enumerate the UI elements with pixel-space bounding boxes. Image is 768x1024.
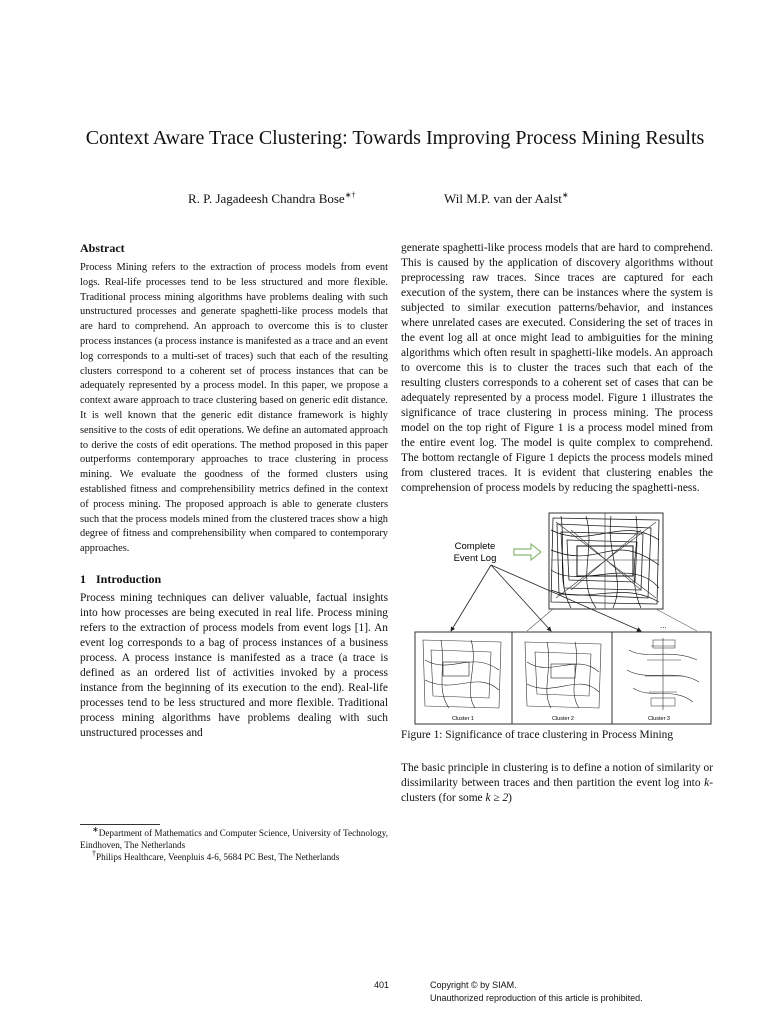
footnote-2 (80, 848, 388, 863)
text-run: ) (508, 792, 512, 804)
page-number: 401 (374, 980, 390, 990)
cluster-1-model (423, 640, 501, 708)
math-k: k (704, 777, 710, 789)
cluster-2-model (525, 642, 601, 708)
author-affiliation-marks: ∗ (561, 190, 569, 200)
author-affiliation-marks: ∗† (344, 190, 356, 200)
copyright-notice (430, 979, 643, 1005)
footnote-1 (80, 824, 388, 851)
section-heading (80, 572, 388, 587)
section-number: 1 (80, 571, 86, 586)
figure-1 (401, 510, 713, 728)
right-column (401, 241, 713, 806)
section-title: Introduction (96, 571, 162, 586)
figure-caption: Figure 1: Significance of trace clustering in Process Mining (401, 729, 674, 741)
clustering-paragraph (401, 761, 713, 806)
introduction-section (80, 572, 388, 741)
footnote-mark: † (92, 848, 96, 858)
figure-1-diagram (401, 510, 713, 728)
abstract-section (80, 241, 388, 557)
footnote-text: Department of Mathematics and Computer Science, University of Technology, Eindhoven, The Netherlands (80, 828, 388, 850)
author-name: Wil M.P. van der Aalst (444, 191, 562, 206)
text-run: The basic principle in clustering is to define a notion of similarity or dissimilarity between traces and then partition the event log into (401, 762, 713, 789)
spaghetti-model (549, 513, 663, 609)
hollow-arrow-icon (514, 544, 541, 560)
footnotes (80, 824, 388, 863)
cluster-1-label: Cluster 1 (451, 716, 475, 722)
cluster-2-label: Cluster 2 (551, 716, 575, 722)
figure-label-line1: Complete (454, 541, 496, 552)
abstract-heading: Abstract (80, 241, 125, 255)
footnote-mark: ∗ (92, 824, 99, 834)
figure-ellipsis: ... (660, 621, 667, 630)
footnote-text: Philips Healthcare, Veenpluis 4-6, 5684 PC Best, The Netherlands (96, 852, 340, 862)
paper-title: Context Aware Trace Clustering: Towards Improving Process Mining Results (85, 127, 705, 149)
author-bose (188, 191, 355, 207)
cluster-3-model (627, 638, 699, 710)
copyright-line: Copyright © by SIAM. (430, 980, 517, 990)
cluster-3-label: Cluster 3 (647, 716, 671, 722)
abstract-text: Process Mining refers to the extraction of process models from event logs. Real-life processes tend to be less structured and more flexible. Traditional process mining algorithms have problems dealing with such unstructured processes and generate spaghetti-like process models that are hard to comprehend. An approach to overcome this is to cluster process instances (a process instance is manifested as a trace and an event log corresponds to a multi-set of traces) such that each of the resulting clusters correspond to a coherent set of process instances that can be adequately represented by a process model. In this paper, we propose a context aware approach to trace clustering based on generic edit distance. It is well known that the generic edit distance framework is highly sensitive to the costs of edit operations. We define an automated approach to derive the costs of edit operations. The method proposed in this paper outperforms contemporary approaches to trace clustering in process mining. We evaluate the goodness of the formed clusters using established fitness and comprehensibility metrics defined in the context of process mining. The proposed approach is able to generate clusters such that the process models mined from the clustered traces show a high degree of fitness and comprehensibility when compared to contemporary approaches. (80, 262, 388, 555)
left-column (80, 241, 388, 741)
figure-label-line2: Event Log (453, 553, 497, 564)
author-aalst (444, 191, 569, 207)
author-name: R. P. Jagadeesh Chandra Bose (188, 191, 345, 206)
paragraph-continued: generate spaghetti-like process models that are hard to comprehend. This is caused by the application of discovery algorithms without preprocessing raw traces. Since traces are captured for each execution of the system, there can be instances where the system is subjected to similar execution patterns/behavior, and instances where unrelated cases are executed. Considering the set of traces in the event log all at once might lead to ambiguities for the mining algorithms which often result in spaghetti-like models. An approach to overcome this is to cluster the traces such that each of the resulting clusters corresponds to a coherent set of cases that can be adequately represented by a process model. Figure 1 illustrates the significance of trace clustering in process mining. The process model on the top right of Figure 1 is a process model mined from the entire event log. The model is quite complex to comprehend. The bottom rectangle of Figure 1 depicts the process models mined from clustered traces. It is evident that clustering enables the comprehension of process models by reducing the spaghetti-ness. (401, 242, 713, 494)
reproduction-notice: Unauthorized reproduction of this article is prohibited. (430, 993, 643, 1003)
text-run: -clusters (for some (401, 777, 713, 804)
math-condition: k ≥ 2 (485, 792, 509, 804)
introduction-text: Process mining techniques can deliver valuable, factual insights into how processes are being executed in real life. Process mining refers to the extraction of process models from event logs [1]. An event log corresponds to a bag of process instances of a business process. A process instance is manifested as a trace (a trace is defined as an ordered list of activities invoked by a process instance from the beginning of its execution to the end). Real-life processes tend to be less structured and more flexible. Traditional process mining algorithms have problems dealing with such unstructured processes and (80, 591, 388, 739)
